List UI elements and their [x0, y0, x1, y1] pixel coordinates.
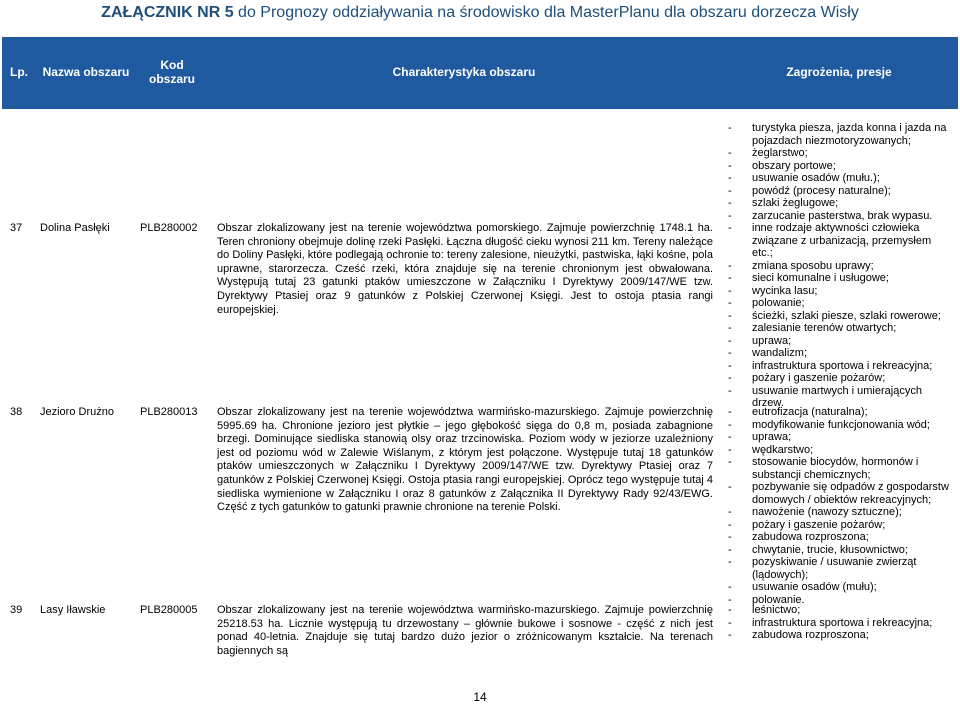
dash-bullet-icon: -: [728, 616, 732, 629]
threat-item: [728, 285, 952, 298]
row-code: PLB280005: [140, 604, 198, 616]
dash-bullet-icon: -: [728, 122, 732, 134]
dash-bullet-icon: -: [728, 406, 732, 418]
threat-text: zarzucanie pasterstwa, brak wypasu.: [752, 209, 933, 222]
dash-bullet-icon: -: [728, 418, 732, 431]
header-threats: Zagrożenia, presje: [786, 65, 892, 79]
dash-bullet-icon: -: [728, 184, 732, 197]
threat-text: modyfikowanie funkcjonowania wód;: [752, 418, 930, 431]
row-description: [217, 222, 713, 317]
threat-item: [728, 556, 952, 581]
dash-bullet-icon: -: [728, 159, 732, 172]
threat-text: powódź (procesy naturalne);: [752, 184, 891, 197]
row-lp: 37: [10, 222, 23, 234]
row-name: Jezioro Drużno: [40, 406, 114, 418]
header-lp: Lp.: [10, 65, 28, 79]
row-code: PLB280002: [140, 222, 198, 234]
threat-item: [728, 322, 952, 335]
threat-text: turystyka piesza, jazda konna i jazda na pojazdach niezmotoryzowanych;: [752, 122, 947, 147]
document-title: [0, 0, 960, 26]
dash-bullet-icon: -: [728, 284, 732, 297]
threat-text: wycinka lasu;: [752, 284, 818, 297]
threat-text: wandalizm;: [752, 347, 808, 359]
document-title-bold: ZAŁĄCZNIK NR 5: [101, 4, 234, 21]
dash-bullet-icon: -: [728, 443, 732, 456]
table-header: [2, 37, 958, 109]
threat-item: [728, 456, 952, 481]
header-characteristics: Charakterystyka obszaru: [392, 65, 536, 79]
threat-text: żeglarstwo;: [752, 147, 808, 159]
threat-item: [728, 260, 952, 273]
threat-item: [728, 506, 952, 519]
threat-text: stosowanie biocydów, hormonów i substancji chemicznych;: [752, 456, 919, 481]
dash-bullet-icon: -: [728, 197, 732, 209]
dash-bullet-icon: -: [728, 334, 732, 347]
dash-bullet-icon: -: [728, 322, 732, 334]
threat-item: [728, 360, 952, 373]
threat-text: uprawa;: [752, 334, 792, 347]
threat-item: [728, 122, 952, 147]
threat-item: [728, 210, 952, 223]
threat-text: eutrofizacja (naturalna);: [752, 406, 868, 418]
dash-bullet-icon: -: [728, 593, 732, 606]
row-name: Dolina Pasłęki: [40, 222, 110, 234]
threat-item: [728, 617, 952, 630]
threat-text: infrastruktura sportowa i rekreacyjna;: [752, 616, 933, 629]
threat-item: [728, 347, 952, 360]
threat-item: [728, 372, 952, 385]
threat-item: [728, 519, 952, 532]
threat-item: [728, 444, 952, 457]
dash-bullet-icon: -: [728, 456, 732, 468]
threat-text: obszary portowe;: [752, 159, 836, 172]
dash-bullet-icon: -: [728, 359, 732, 372]
dash-bullet-icon: -: [728, 543, 732, 556]
dash-bullet-icon: -: [728, 222, 732, 234]
threat-item: [728, 310, 952, 323]
dash-bullet-icon: -: [728, 272, 732, 284]
threat-text: polowanie.: [752, 593, 805, 606]
threat-text: zalesianie terenów otwartych;: [752, 322, 897, 334]
dash-bullet-icon: -: [728, 347, 732, 359]
threat-text: zabudowa rozproszona;: [752, 531, 869, 543]
page-number: 14: [473, 690, 487, 704]
dash-bullet-icon: -: [728, 531, 732, 543]
row-threats: [728, 604, 952, 642]
threat-text: ścieżki, szlaki piesze, szlaki rowerowe;: [752, 309, 941, 322]
header-code-line2: obszaru: [148, 72, 195, 86]
dash-bullet-icon: -: [728, 372, 732, 384]
threat-text: inne rodzaje aktywności człowieka związane z urbanizacją, przemysłem etc.;: [752, 222, 932, 259]
threat-text: usuwanie martwych i umierających drzew.: [752, 384, 922, 409]
threat-text: szlaki żeglugowe;: [752, 197, 839, 209]
dash-bullet-icon: -: [728, 506, 732, 518]
threat-item: [728, 185, 952, 198]
dash-bullet-icon: -: [728, 604, 732, 616]
row-lp: 38: [10, 406, 23, 418]
dash-bullet-icon: -: [728, 556, 732, 568]
document-title-rest: do Prognozy oddziaływania na środowisko dla MasterPlanu dla obszaru dorzecza Wisły: [233, 4, 859, 21]
threat-text: sieci komunalne i usługowe;: [752, 272, 889, 284]
threat-text: usuwanie osadów (mułu.);: [752, 172, 880, 184]
threat-item: [728, 297, 952, 310]
header-code-line1: Kod: [160, 58, 184, 72]
threat-text: pozyskiwanie / usuwanie zwierząt (lądowych);: [752, 556, 917, 581]
dash-bullet-icon: -: [728, 259, 732, 272]
threat-text: nawożenie (nawozy sztuczne);: [752, 506, 902, 518]
dash-bullet-icon: -: [728, 481, 732, 493]
row-description-text: Obszar zlokalizowany jest na terenie województwa pomorskiego. Zajmuje powierzchnię 1748.1 ha. Teren chroniony obejmuje dolinę rzeki Pasłęki. Łączna długość cieku wynosi 211 km. Tereny należące do Doliny Pasłęki, które podlegają ochronie to: tereny zalesione, nieużytki, pastwiska, łąki kośne, pola uprawne, starorzecza. Cześć rzeki, która znajduje się na terenie chronionym jest obwałowana. Występują tutaj 23 gatunki ptaków umieszczone w Załączniku I Dyrektywy 2009/147/WE tzw. Dyrektywy Ptasiej oraz 9 gatunków z Polskiej Czerwonej Księgi. Jest to ostoja ptasia rangi europejskiej.: [217, 222, 713, 316]
threat-item: [728, 604, 952, 617]
header-code: [136, 58, 208, 86]
threat-item: [728, 431, 952, 444]
row-lp: 39: [10, 604, 23, 616]
threat-item: [728, 222, 952, 260]
dash-bullet-icon: -: [728, 297, 732, 309]
threat-text: zmiana sposobu uprawy;: [752, 259, 874, 272]
dash-bullet-icon: -: [728, 209, 732, 222]
threat-item: [728, 147, 952, 160]
row-description: [217, 406, 713, 515]
threat-item: [728, 160, 952, 173]
row-description-text: Obszar zlokalizowany jest na terenie województwa warmińsko-mazurskiego. Zajmuje powierzchnię 25218.53 ha. Licznie występują tu drzewostany – głównie bukowe i sosnowe - część z nich jest ponad 40-letnia. Znajduje się tutaj bardzo dużo jezior o zróżnicowanym kształcie. Na terenach bagiennych są: [217, 604, 713, 657]
row-threats: [728, 122, 952, 410]
threat-item: [728, 272, 952, 285]
threat-item: [728, 419, 952, 432]
dash-bullet-icon: -: [728, 309, 732, 322]
row-description: [217, 604, 713, 658]
row-description-text: Obszar zlokalizowany jest na terenie województwa warmińsko-mazurskiego. Zajmuje powierzchnię 5995.69 ha. Chronione jezioro jest płytkie – jego głębokość sięga do 0,8 m, posiada zabagnione brzegi. Dominujące siedliska stanowią olsy oraz trzcinowiska. Poziom wody w jeziorze uzależniony jest od poziomu wód w Zalewie Wiślanym, z którym jest połączone. Występuje tutaj 18 gatunków ptaków umieszczonych w Załączniku I Dyrektywy 2009/147/WE tzw. Dyrektywy Ptasiej oraz 7 gatunków z Polskiej Czerwonej Księgi. Ostoja ptasia rangi europejskiej. Oprócz tego występuje tutaj 4 siedliska wymienione w Załączniku I oraz 8 gatunków z Załącznika II Dyrektywy Rady 92/43/EWG. Część z tych gatunków to gatunki prawnie chronione na terenie Polski.: [217, 406, 713, 514]
threat-text: leśnictwo;: [752, 604, 801, 616]
threat-item: [728, 481, 952, 506]
threat-item: [728, 197, 952, 210]
threat-text: chwytanie, trucie, kłusownictwo;: [752, 543, 908, 556]
threat-text: pozbywanie się odpadów z gospodarstw domowych / obiektów rekreacyjnych;: [752, 481, 949, 506]
dash-bullet-icon: -: [728, 147, 732, 159]
dash-bullet-icon: -: [728, 431, 732, 443]
threat-item: [728, 544, 952, 557]
threat-text: usuwanie osadów (mułu);: [752, 581, 877, 593]
threat-text: infrastruktura sportowa i rekreacyjna;: [752, 359, 933, 372]
threat-item: [728, 172, 952, 185]
threat-text: pożary i gaszenie pożarów;: [752, 372, 886, 384]
row-threats: [728, 406, 952, 606]
threat-item: [728, 335, 952, 348]
threat-text: wędkarstwo;: [752, 443, 814, 456]
dash-bullet-icon: -: [728, 172, 732, 184]
threat-text: zabudowa rozproszona;: [752, 629, 869, 641]
threat-text: polowanie;: [752, 297, 805, 309]
dash-bullet-icon: -: [728, 581, 732, 593]
dash-bullet-icon: -: [728, 629, 732, 641]
threat-item: [728, 531, 952, 544]
threat-item: [728, 629, 952, 642]
threat-text: uprawa;: [752, 431, 792, 443]
threat-text: pożary i gaszenie pożarów;: [752, 518, 886, 531]
row-name: Lasy Iławskie: [40, 604, 106, 616]
dash-bullet-icon: -: [728, 518, 732, 531]
threat-item: [728, 581, 952, 594]
dash-bullet-icon: -: [728, 384, 732, 397]
row-code: PLB280013: [140, 406, 198, 418]
threat-item: [728, 406, 952, 419]
header-name: Nazwa obszaru: [42, 65, 130, 79]
